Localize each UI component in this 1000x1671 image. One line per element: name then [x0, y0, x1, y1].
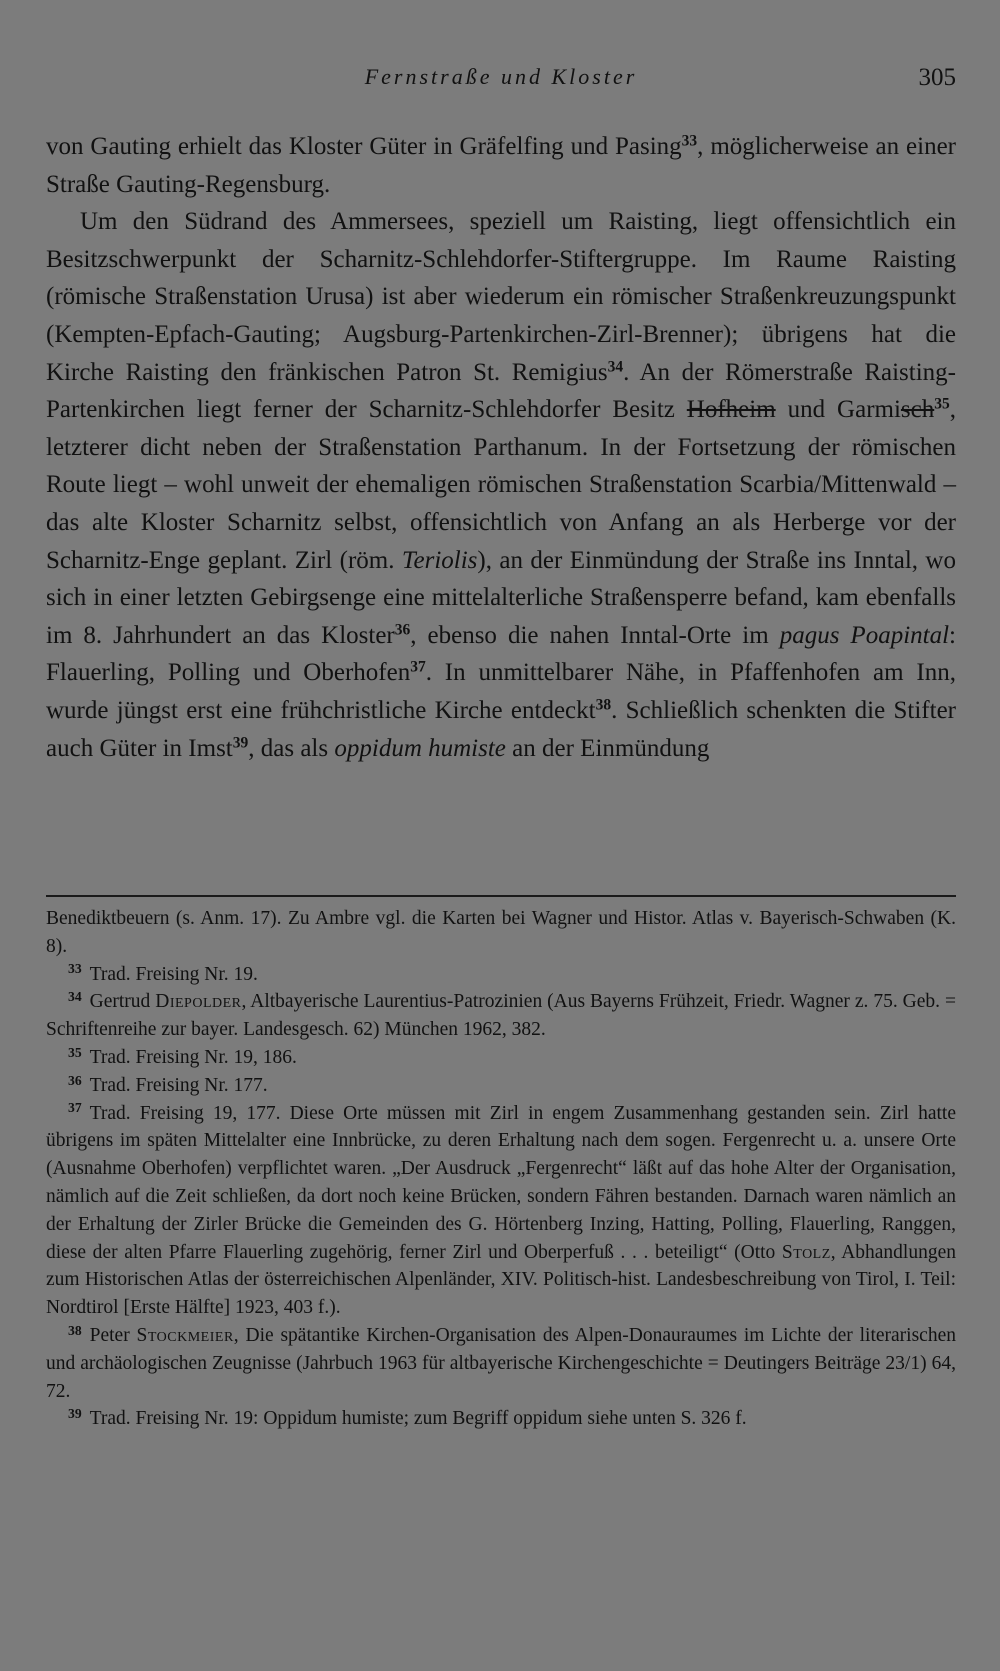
footnote-33 [46, 961, 956, 989]
footnote-ref-38: 38 [595, 696, 612, 714]
text-run: ), an der Einmündung der Straße ins Inntal, wo sich in einer letzten Gebirgsenge eine mittelalterliche Straßensperre befand, kam ebenfalls im 8. Jahrhundert an das Kloster [46, 546, 956, 649]
text-run: Um den Südrand des Ammersees, speziell um Raisting, liegt offensichtlich ein Besitzschwerpunkt der Scharnitz-Schlehdorfer-Stiftergruppe. Im Raume Raisting (römische Straßenstation Urusa) ist aber wiederum ein römischer Straßenkreuzungspunkt (Kempten-Epfach-Gauting; Augsburg-Partenkirchen-Zirl-Brenner); übrigens hat die Kirche Raisting den fränkischen Patron St. Remigius [46, 208, 956, 386]
footnote-text: Gertrud [89, 991, 156, 1013]
footnote-38 [46, 1322, 956, 1405]
footnote-text: Trad. Freising Nr. 19: Oppidum humiste; zum Begriff oppidum siehe unten S. 326 f. [89, 1408, 747, 1430]
text-run: . In unmittelbarer Nähe, in Pfaffenhofen am Inn, wurde jüngst erst eine frühchristliche Kirche entdeckt [46, 659, 956, 724]
footnote-text: , Die spätantike Kirchen-Organisation des Alpen-Donauraumes im Lichte der literarischen und archäologischen Zeugnisse (Jahrbuch 1963 für altbayerische Kirchengeschichte = Deutingers Beiträge 23/1) 64, 72. [46, 1324, 956, 1402]
footnote-number: 35 [68, 1044, 82, 1060]
italic-text: Teriolis [401, 546, 478, 574]
footnote-ref-34: 34 [607, 358, 624, 376]
footnote-number: 33 [68, 961, 82, 977]
page-header [46, 64, 956, 100]
footnote-text: , Altbayerische Laurentius-Patrozinien (Aus Bayerns Frühzeit, Friedr. Wagner z. 75. Geb. = Schriftenreihe zur bayer. Landesgesch. 62) München 1962, 382. [46, 991, 956, 1041]
footnote-text: , Abhandlungen zum Historischen Atlas der österreichischen Alpenländer, XIV. Politisch-hist. Landesbeschreibung von Tirol, I. Teil: Nordtirol [Erste Hälfte] 1923, 403 f.). [46, 1241, 957, 1319]
footnote-ref-36: 36 [394, 621, 411, 639]
footnote-37 [46, 1100, 956, 1322]
running-title: Fernstraße und Kloster [364, 64, 638, 89]
footnotes [46, 905, 956, 1433]
paragraph-1 [46, 128, 956, 203]
italic-text: pagus Poapintal [779, 621, 950, 649]
footnote-39 [46, 1405, 956, 1433]
author-name: Stolz [781, 1241, 831, 1263]
text-run: , möglicherweise an einer Straße Gauting-Regensburg. [46, 133, 956, 198]
footnote-divider [46, 895, 956, 897]
footnote-text: Peter [89, 1324, 137, 1346]
footnote-ref-39: 39 [232, 733, 249, 751]
paragraph-2 [46, 203, 956, 767]
text-run: , das als [248, 734, 335, 762]
footnote-ref-37: 37 [410, 658, 426, 676]
footnote-36 [46, 1072, 956, 1100]
footnote-number: 36 [68, 1072, 82, 1088]
footnote-text: Trad. Freising Nr. 177. [89, 1074, 268, 1096]
footnote-ref-35: 35 [934, 395, 950, 413]
author-name: Stockmeier [136, 1324, 234, 1346]
footnote-text: Trad. Freising Nr. 19, 186. [89, 1046, 297, 1068]
struck-text: Hofheim [686, 396, 776, 424]
text-run: . Schließlich schenkten die Stifter auch Güter in Imst [46, 696, 956, 762]
text-run: : Flauerling, Polling und Oberhofen [46, 621, 956, 687]
text-run: , ebenso die nahen Inntal-Orte im [410, 621, 780, 649]
text-run: an der Einmündung [505, 734, 710, 762]
author-name: Diepolder [155, 991, 242, 1013]
footnote-continuation: Benediktbeuern (s. Anm. 17). Zu Ambre vgl. die Karten bei Wagner und Histor. Atlas v. Bayerisch-Schwaben (K. 8). [46, 908, 956, 957]
footnote-34 [46, 988, 956, 1044]
main-text [46, 128, 956, 767]
struck-text: sch [900, 396, 935, 424]
text-run: von Gauting erhielt das Kloster Güter in Gräfelfing und Pasing [46, 133, 682, 160]
footnote-number: 37 [68, 1100, 82, 1116]
footnote-35 [46, 1044, 956, 1072]
footnote-text: Trad. Freising Nr. 19. [89, 963, 258, 985]
footnote-number: 39 [68, 1406, 82, 1422]
text-run: , letzterer dicht neben der Straßenstation Parthanum. In der Fortsetzung der römischen Route liegt – wohl unweit der ehemaligen römischen Straßenstation Scarbia/Mittenwald – das alte Kloster Scharnitz selbst, offensichtlich von Anfang an als Herberge vor der Scharnitz-Enge geplant. Zirl (röm. [46, 396, 956, 574]
footnote-number: 38 [68, 1322, 82, 1338]
text-run: . An der Römerstraße Raisting-Partenkirchen liegt ferner der Scharnitz-Schlehdorfer Besitz [46, 358, 956, 424]
footnote-ref-33: 33 [681, 132, 698, 150]
footnote-number: 34 [68, 989, 82, 1005]
footnote-text: Trad. Freising 19, 177. Diese Orte müssen mit Zirl in engem Zusammenhang gestanden sein. Zirl hatte übrigens im späten Mittelalter eine Innbrücke, zu deren Erhaltung nach dem sogen. Fergenrecht u. a. unsere Orte (Ausnahme Oberhofen) verpflichtet waren. „Der Ausdruck „Fergenrecht“ läßt auf das hohe Alter der Organisation, nämlich auf die Zeit schließen, da dort noch keine Brücken, sondern Fähren bestanden. Darnach waren nämlich an der Erhaltung der Zirler Brücke die Gemeinden des G. Hörtenberg Inzing, Hatting, Polling, Flauerling, Ranggen, diese der alten Pfarre Flauerling zugehörig, ferner Zirl und Oberperfuß . . . beteiligt“ (Otto [46, 1102, 956, 1263]
italic-text: oppidum humiste [334, 734, 506, 762]
page-number: 305 [918, 64, 956, 91]
text-run: und Garmi [775, 396, 901, 424]
